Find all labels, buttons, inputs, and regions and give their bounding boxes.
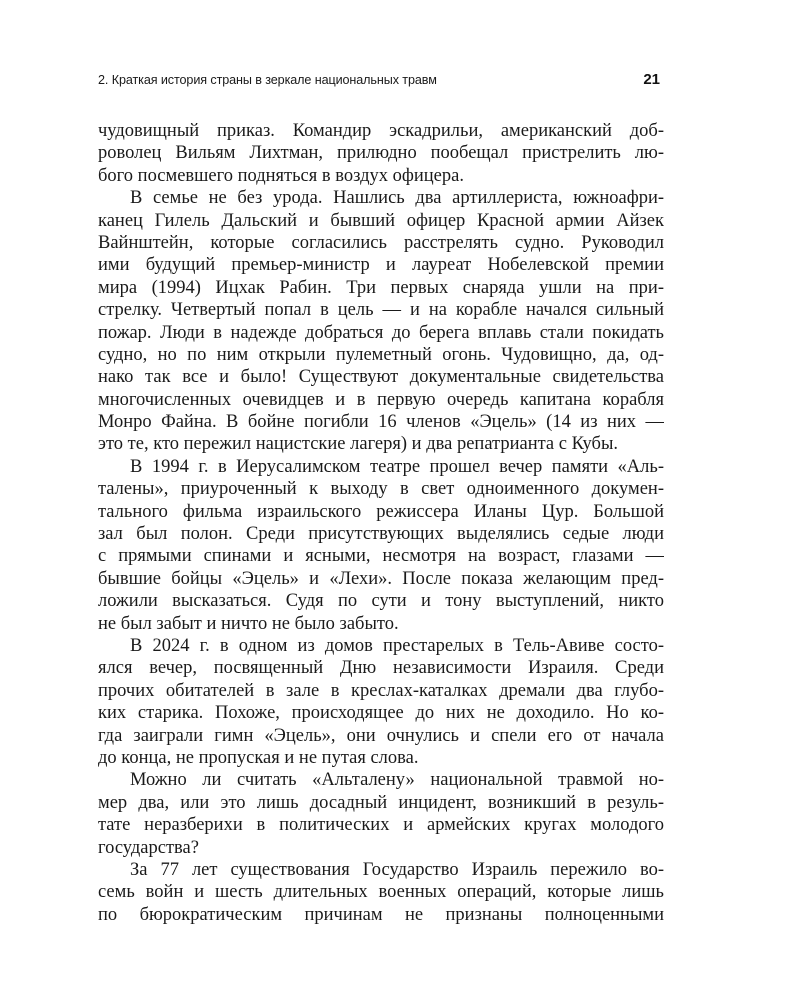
text-line: гда заиграли гимн «Эцель», они очнулись и спели его от начала xyxy=(98,725,664,746)
text-line: зал был полон. Среди присутствующих выделялись седые люди xyxy=(98,524,664,545)
text-line: с прямыми спинами и ясными, несмотря на возраст, глазами — xyxy=(98,546,664,567)
text-line: по бюрократическим причинам не признаны полноценными xyxy=(98,904,664,925)
text-line: талены», приуроченный к выходу в свет одноименного докумен- xyxy=(98,479,664,500)
text-line: канец Гилель Дальский и бывший офицер Красной армии Айзек xyxy=(98,210,664,231)
text-line: семь войн и шесть длительных военных операций, которые лишь xyxy=(98,882,664,903)
text-line: прочих обитателей в зале в креслах-каталках дремали два глубо- xyxy=(98,680,664,701)
text-line: это те, кто пережил нацистские лагеря) и два репатрианта с Кубы. xyxy=(98,434,619,455)
text-line: тального фильма израильского режиссера Иланы Цур. Большой xyxy=(98,501,664,522)
text-line: ялся вечер, посвященный Дню независимости Израиля. Среди xyxy=(98,658,664,679)
text-line: роволец Вильям Лихтман, прилюдно пообещал пристрелить лю- xyxy=(98,143,664,164)
text-line: пожар. Люди в надежде добраться до берега вплавь стали покидать xyxy=(98,322,664,343)
text-line: чудовищный приказ. Командир эскадрильи, американский доб- xyxy=(98,121,664,141)
text-line: государства? xyxy=(98,837,199,858)
text-line: судно, но по ним открыли пулеметный огонь. Чудовищно, да, од- xyxy=(98,344,664,365)
text-line: ложили высказаться. Судя по сути и тону выступлений, никто xyxy=(98,591,664,612)
text-line: Монро Файна. В бойне погибли 16 членов «Эцель» (14 из них — xyxy=(98,412,664,433)
text-line: бого посмевшего подняться в воздух офицера. xyxy=(98,165,464,186)
text-line: ими будущий премьер-министр и лауреат Нобелевской премии xyxy=(98,255,664,276)
chapter-running-title: 2. Краткая история страны в зеркале национальных травм xyxy=(98,73,437,87)
running-header xyxy=(98,71,664,93)
text-line: ких старика. Похоже, происходящее до них не доходило. Но ко- xyxy=(98,703,664,724)
text-line: В 2024 г. в одном из домов престарелых в Тель-Авиве состо- xyxy=(130,635,664,656)
text-line: бывшие бойцы «Эцель» и «Лехи». После показа желающим пред- xyxy=(98,568,664,589)
text-line: мер два, или это лишь досадный инцидент, возникший в резуль- xyxy=(98,792,664,813)
text-line: до конца, не пропуская и не путая слова. xyxy=(98,747,419,768)
text-line: В 1994 г. в Иерусалимском театре прошел вечер памяти «Аль- xyxy=(130,456,664,477)
text-line: многочисленных очевидцев и в первую очередь капитана корабля xyxy=(98,389,664,410)
text-line: нако так все и было! Существуют документальные свидетельства xyxy=(98,367,664,388)
body-text xyxy=(98,120,664,926)
text-line: мира (1994) Ицхак Рабин. Три первых снаряда ушли на при- xyxy=(98,277,664,298)
page-number: 21 xyxy=(643,71,660,88)
text-line: В семье не без урода. Нашлись два артиллериста, южноафри- xyxy=(130,188,664,209)
text-line: стрелку. Четвертый попал в цель — и на корабле начался сильный xyxy=(98,300,664,321)
text-line: тате неразберихи в политических и армейских кругах молодого xyxy=(98,815,664,836)
text-line: не был забыт и ничто не было забыто. xyxy=(98,613,399,634)
text-line: Вайнштейн, которые согласились расстрелять судно. Руководил xyxy=(98,232,664,253)
text-line: За 77 лет существования Государство Израиль пережило во- xyxy=(130,859,664,880)
text-line: Можно ли считать «Альталену» национальной травмой но- xyxy=(130,770,664,791)
